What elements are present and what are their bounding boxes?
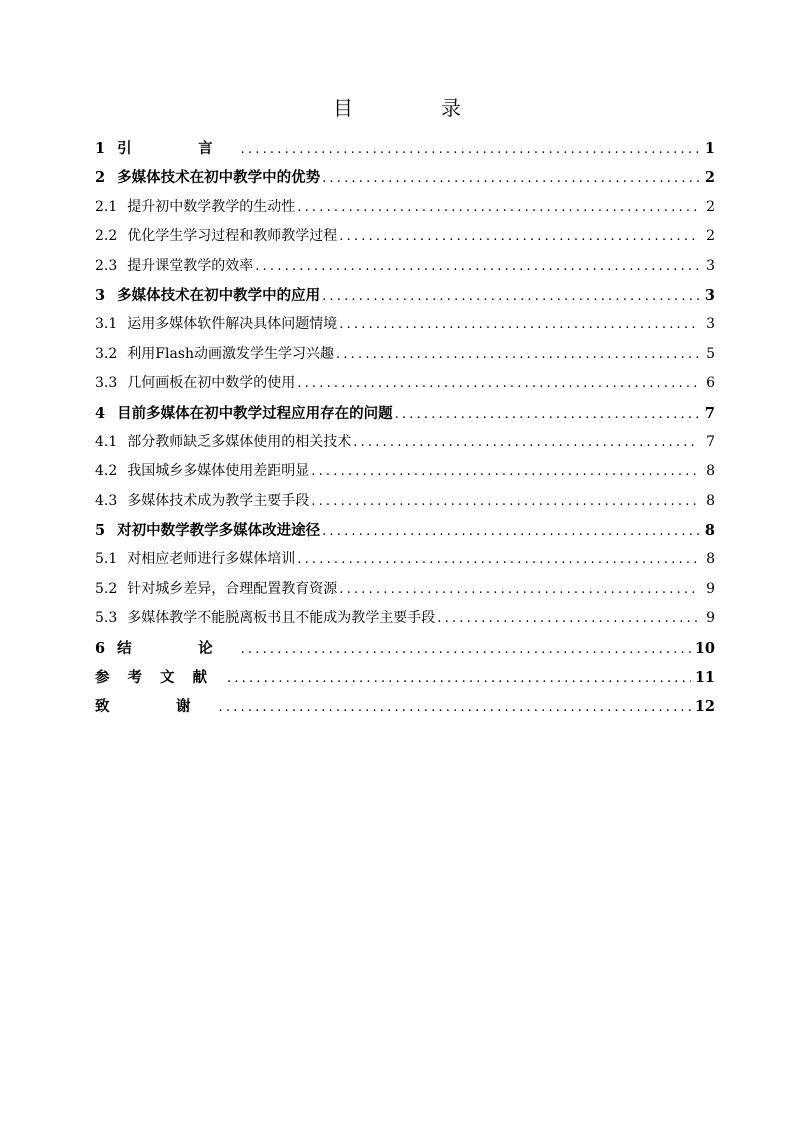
toc-entry[interactable] (95, 340, 715, 369)
toc-entry-page: 12 (694, 698, 715, 716)
toc-entry-label: 多媒体技术在初中教学中的优势 (117, 169, 321, 187)
toc-entry-page: 5 (706, 345, 715, 362)
toc-entry[interactable] (95, 163, 715, 192)
toc-entry-leader (339, 310, 699, 339)
toc-entry-label: 多媒体教学不能脱离板书且不能成为教学主要手段 (127, 610, 436, 627)
toc-entry-page: 3 (706, 257, 715, 274)
toc-entry-leader (255, 252, 699, 281)
toc-entry-label: 引 言 (117, 140, 239, 157)
toc-entry-leader (297, 193, 699, 222)
toc-entry[interactable] (95, 310, 715, 339)
toc-entry-number: 2.3 (95, 257, 118, 274)
toc-entry[interactable] (95, 134, 715, 163)
toc-entry-label: 利用Flash动画激发学生学习兴趣 (127, 345, 335, 362)
toc-entry-label: 参考文献 (95, 669, 225, 687)
toc-entry[interactable] (95, 399, 715, 428)
toc-entry-number: 2.1 (95, 198, 118, 215)
toc-entry-page: 6 (706, 375, 715, 392)
toc-entry-number: 6 (95, 639, 106, 657)
toc-entry-label: 对初中数学教学多媒体改进途径 (117, 522, 321, 540)
toc-entry-leader (297, 545, 699, 574)
toc-entry-leader (339, 222, 699, 251)
toc-entry-label: 优化学生学习过程和教师教学过程 (127, 228, 338, 245)
toc-entry-leader (322, 164, 699, 193)
toc-entry-number: 5 (95, 522, 106, 540)
toc-entry[interactable] (95, 634, 715, 663)
toc-entry[interactable] (95, 487, 715, 516)
toc-entry-leader (241, 135, 699, 164)
toc-entry-page: 9 (706, 610, 715, 627)
toc-entry[interactable] (95, 428, 715, 457)
toc-entry-leader (219, 693, 691, 722)
toc-entry-number: 3.3 (95, 375, 118, 392)
toc-entry-number: 3.2 (95, 345, 118, 362)
toc-entry[interactable] (95, 663, 715, 692)
toc-entry-number: 3 (95, 286, 106, 304)
toc-entry-page: 7 (706, 433, 715, 450)
toc-entry-number: 4.1 (95, 433, 118, 450)
toc-entry-label: 几何画板在初中数学的使用 (127, 375, 296, 392)
toc-entry-leader (322, 517, 699, 546)
toc-entry-number: 5.2 (95, 580, 118, 597)
toc-entry-leader (241, 635, 691, 664)
toc-entry-number: 2 (95, 169, 106, 187)
toc-entry-page: 10 (694, 639, 715, 657)
toc-entry[interactable] (95, 604, 715, 633)
toc-entry[interactable] (95, 516, 715, 545)
toc-entry-label: 结 论 (117, 639, 239, 657)
toc-entry-number: 5.3 (95, 610, 118, 627)
toc-entry-leader (311, 457, 699, 486)
toc-entry-label: 提升课堂教学的效率 (127, 257, 254, 274)
toc-entry[interactable] (95, 369, 715, 398)
toc-entry-page: 2 (706, 198, 715, 215)
toc-title: 目 录 (333, 96, 495, 120)
toc-entry-label: 多媒体技术成为教学主要手段 (127, 492, 310, 509)
toc-entry-leader (395, 400, 699, 429)
toc-entry[interactable] (95, 281, 715, 310)
toc-entry-number: 2.2 (95, 228, 118, 245)
toc-list (95, 134, 715, 722)
toc-entry-page: 1 (704, 140, 715, 157)
toc-entry-leader (336, 340, 699, 369)
toc-entry-leader (322, 282, 699, 311)
toc-entry[interactable] (95, 575, 715, 604)
toc-entry-page: 2 (704, 169, 715, 187)
toc-entry-number: 1 (95, 140, 106, 157)
toc-entry-label: 部分教师缺乏多媒体使用的相关技术 (127, 433, 352, 450)
toc-entry-leader (227, 664, 691, 693)
toc-entry-page: 8 (706, 551, 715, 568)
toc-entry[interactable] (95, 692, 715, 721)
toc-entry[interactable] (95, 222, 715, 251)
toc-entry-leader (311, 487, 699, 516)
toc-entry-label: 对相应老师进行多媒体培训 (127, 551, 296, 568)
toc-entry-page: 8 (706, 492, 715, 509)
toc-entry-leader (437, 604, 699, 633)
toc-entry[interactable] (95, 545, 715, 574)
toc-entry-label: 我国城乡多媒体使用差距明显 (127, 463, 310, 480)
toc-entry-number: 4.3 (95, 492, 118, 509)
toc-entry-page: 2 (706, 228, 715, 245)
toc-entry-page: 8 (706, 463, 715, 480)
toc-entry[interactable] (95, 457, 715, 486)
toc-entry-page: 9 (706, 580, 715, 597)
toc-entry-number: 3.1 (95, 316, 118, 333)
toc-entry-number: 4.2 (95, 463, 118, 480)
toc-entry-page: 11 (694, 669, 715, 687)
toc-entry-leader (297, 369, 699, 398)
toc-entry-label: 目前多媒体在初中教学过程应用存在的问题 (117, 404, 393, 422)
toc-entry-page: 3 (706, 316, 715, 333)
toc-entry-number: 4 (95, 404, 106, 422)
toc-entry-leader (353, 428, 699, 457)
toc-entry-number: 5.1 (95, 551, 118, 568)
toc-entry-label: 针对城乡差异，合理配置教育资源 (127, 580, 338, 597)
toc-entry-label: 运用多媒体软件解决具体问题情境 (127, 316, 338, 333)
toc-entry-label: 多媒体技术在初中教学中的应用 (117, 286, 321, 304)
toc-entry[interactable] (95, 252, 715, 281)
toc-entry-page: 3 (704, 286, 715, 304)
toc-entry-label: 提升初中数学教学的生动性 (127, 198, 296, 215)
toc-entry-label: 致 谢 (95, 698, 217, 716)
toc-entry-page: 8 (704, 522, 715, 540)
toc-entry-page: 7 (704, 404, 715, 422)
toc-entry-leader (339, 575, 699, 604)
toc-entry[interactable] (95, 193, 715, 222)
